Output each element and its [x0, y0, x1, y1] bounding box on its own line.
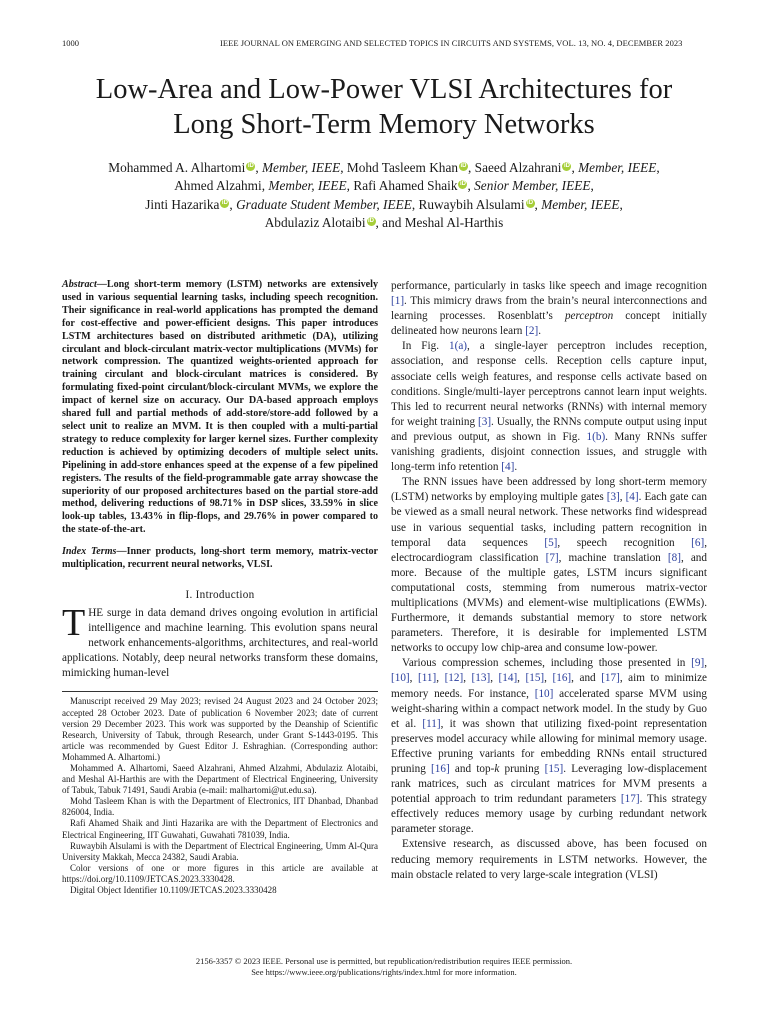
reference-link[interactable]: [15] — [525, 672, 545, 685]
text-run: . Usually, the RNNs compute output using input and previous output, as shown in Fig. — [391, 415, 708, 443]
author-name[interactable]: Meshal Al-Harthis — [404, 214, 504, 230]
emphasis-text: k — [494, 763, 500, 775]
drop-cap: T — [62, 601, 86, 644]
right-column — [391, 279, 707, 883]
reference-link[interactable]: [10] — [534, 687, 554, 700]
text-run: Extensive research, as discussed above, has been focused on reducing memory requirements in LSTM networks. However, the main obstacle related to very large-scale integration (VLSI) — [391, 838, 707, 881]
orcid-icon[interactable]: iD — [247, 163, 254, 169]
author: Mohammed A. Alhartomi iD , Member, IEEE, — [108, 160, 347, 175]
footnote: Color versions of one or more figures in this article are available at https://doi.org/10.1109/JETCAS.2023.3330428. — [62, 862, 378, 884]
footnote: Mohd Tasleem Khan is with the Department of Electronics, IIT Dhanbad, Dhanbad 826004, India. — [62, 796, 378, 818]
text-run: , — [544, 672, 553, 685]
journal-header: IEEE JOURNAL ON EMERGING AND SELECTED TOPICS IN CIRCUITS AND SYSTEMS, VOL. 13, NO. 4, DECEMBER 2023 — [220, 38, 683, 48]
text-run: , electrocardiogram classification — [391, 536, 708, 564]
footnote: Mohammed A. Alhartomi, Saeed Alzahrani, Ahmed Alzahmi, Abdulaziz Alotaibi, and Meshal Al-Harthis are with the Department of Electrical Engineering, University of Tabuk, Tabuk 71491, Saudi Arabia (e-mail: malhartomi@ut.edu.sa). — [62, 762, 378, 796]
title-line-2: Long Short-Term Memory Networks — [173, 109, 595, 140]
text-run: performance, particularly in tasks like speech and image recognition — [391, 280, 707, 292]
orcid-icon[interactable]: iD — [459, 181, 466, 188]
text-run: , aim to minimize memory needs. For instance, — [391, 672, 707, 700]
reference-link[interactable]: [12] — [444, 672, 464, 685]
reference-link[interactable]: [13] — [471, 672, 491, 685]
author-name[interactable]: Abdulaziz Alotaibi — [264, 214, 366, 230]
body-paragraph — [391, 339, 707, 475]
reference-link[interactable]: [17] — [620, 793, 640, 806]
orcid-icon[interactable]: iD — [221, 199, 228, 206]
orcid-icon[interactable]: iD — [527, 199, 534, 206]
author-role: Member, IEEE — [268, 178, 347, 194]
reference-link[interactable]: [4] — [625, 491, 639, 504]
author-name[interactable]: Mohd Tasleem Khan — [346, 160, 459, 175]
author-separator: , — [468, 160, 475, 175]
author-name[interactable]: Rafi Ahamed Shaik — [353, 178, 458, 194]
orcid-icon[interactable]: iD — [563, 163, 570, 169]
copyright-line-2: See https://www.ieee.org/publications/rights/index.html for more information. — [251, 967, 517, 977]
orcid-icon[interactable]: iD — [368, 217, 375, 224]
reference-link[interactable]: [17] — [601, 672, 620, 685]
reference-link[interactable]: [3] — [478, 415, 492, 428]
text-run: accelerated sparse MVM using weight-sharing within a compact network model. In the study by Guo et al. — [391, 687, 707, 730]
reference-link[interactable]: [3] — [606, 491, 620, 504]
text-run: . This mimicry draws from the brain’s neural interconnections and learning processes. Rosenblatt’s — [391, 295, 707, 323]
text-run: , — [619, 491, 626, 504]
text-run: The RNN issues have been addressed by long short-term memory (LSTM) networks by employing multiple gates — [391, 476, 707, 504]
reference-link[interactable]: [16] — [552, 672, 572, 685]
reference-link[interactable]: [4] — [501, 461, 515, 474]
author-separator: , — [656, 160, 660, 175]
text-run: . — [538, 325, 542, 338]
text-run: . — [514, 461, 518, 474]
author: Ahmed Alzahmi, Member, IEEE, — [174, 178, 354, 194]
author: Ruwaybih Alsulami iD , Member, IEEE, — [418, 196, 623, 212]
abstract — [62, 279, 378, 537]
body-paragraph — [391, 837, 707, 882]
author-name[interactable]: Ruwaybih Alsulami — [418, 196, 525, 212]
author-role: Senior Member, IEEE — [474, 178, 591, 194]
body-paragraph — [391, 279, 707, 339]
author-separator: , — [619, 196, 623, 212]
footnote: Rafi Ahamed Shaik and Jinti Hazarika are with the Department of Electronics and Electrical Engineering, IIT Guwahati, Guwahati 781039, India. — [62, 818, 378, 840]
author-role: Member, IEEE — [261, 160, 341, 175]
text-run: . Many RNNs suffer vanishing gradients, disjoint connection issues, and struggle with long-term info retention — [391, 430, 707, 474]
emphasis-text: perceptron — [564, 310, 614, 323]
author-name[interactable]: Saeed Alzahrani — [474, 160, 562, 175]
author: Jinti Hazarika iD , Graduate Student Member, IEEE, — [145, 196, 419, 212]
reference-link[interactable]: [16] — [431, 763, 450, 775]
footnote: Ruwaybih Alsulami is with the Department of Electrical Engineering, Umm Al-Qura University Makkah, Mecca 24382, Saudi Arabia. — [62, 840, 378, 862]
copyright-footer — [62, 956, 706, 978]
reference-link[interactable]: [11] — [422, 717, 441, 730]
text-run: concept initially delineated how neurons learn — [391, 310, 707, 338]
reference-link[interactable]: [6] — [691, 536, 705, 549]
footnotes — [62, 696, 378, 896]
reference-link[interactable]: [1] — [391, 295, 405, 308]
text-run: Various compression schemes, including those presented in — [402, 657, 692, 670]
text-run: . Leveraging low-displacement rank matrices, such as circulant matrices for MVM presents a potential approach to trim redundant parameters — [391, 763, 707, 806]
paper-title — [40, 72, 728, 142]
author-separator: , — [590, 178, 594, 194]
index-terms-label: Index Terms — [62, 546, 117, 558]
section-heading: I. Introduction — [185, 588, 255, 601]
text-run: , — [436, 672, 445, 685]
author-separator: , and — [375, 214, 405, 230]
intro-paragraph — [62, 601, 378, 681]
index-terms-text: —Inner products, long-short term memory, matrix-vector multiplication, recurrent neural networks, VLSI. — [62, 546, 378, 571]
text-run: , — [490, 672, 499, 685]
reference-link[interactable]: [9] — [691, 657, 705, 670]
reference-link[interactable]: 1(a) — [449, 340, 468, 353]
index-terms — [62, 546, 378, 572]
reference-link[interactable]: [11] — [417, 672, 437, 685]
author-list — [50, 159, 718, 232]
text-run: . Each gate can be viewed as a small neural network. These networks find widespread use in various sequential tasks, including pattern recognition in temporal data sequences — [391, 491, 707, 549]
reference-link[interactable]: [15] — [544, 763, 564, 775]
orcid-icon[interactable]: iD — [460, 163, 467, 169]
abstract-text: —Long short-term memory (LSTM) networks are extensively used in various sequential learning tasks, including speech recognition. Their significance in real-world applications has prompted the demand for cost-effective and power-efficient designs. This paper introduces LSTM architectures based on distributed arithmetic (DA), utilizing circulant and block-circulant matrix-vector multiplications (MVMs) for network compression. The quantized weights-oriented approach for training circulant and block-circulant matrices is considered. By formulating fixed-point circulant/block-circulant MVMs, we explore the impact of kernel size on accuracy. Our DA-based approach employs shared full and partial methods of add-store/store-add followed by a select unit to realize an MVM. It is then coupled with a multi-partial strategy to reduce complexity for larger kernel sizes. Further complexity reduction is achieved by optimizing decoders of multiple select units. Pipelining in add-store enhances speed at the expense of a few pipelined registers. The results of the field-programmable gate array showcase the superiority of our proposed architectures based on the partial store-add method, delivering reductions of 98.71% in DSP slices, 33.59% in slice look-up tables, 13.43% in flip-flops, and 29.76% in power compared to the state-of-the-art. — [62, 279, 378, 536]
author — [405, 215, 504, 230]
text-run: , — [517, 672, 526, 685]
reference-link[interactable]: [14] — [498, 672, 518, 685]
reference-link[interactable]: 1(b) — [586, 430, 606, 443]
author-name[interactable]: Mohammed A. Alhartomi — [108, 160, 246, 175]
text-run: pruning — [499, 763, 545, 775]
text-run: , speech recognition — [557, 536, 692, 549]
text-run: , and more. Because of the multiple gates, LSTM incurs significant computational costs, stemming from numerous matrix-vector multiplications (MVMs) and element-wise multiplications (EWMs). Furthermore, it demands substantial memory to store network parameters. Therefore, it is desirable for implemented LSTM networks to occupy low chip-area and consume low-power. — [391, 551, 707, 655]
author-role: Graduate Student Member, IEEE — [236, 196, 412, 212]
text-run: , — [704, 657, 707, 670]
body-paragraph — [391, 656, 707, 837]
text-run: , — [463, 672, 472, 685]
left-column — [62, 279, 378, 896]
reference-link[interactable]: [5] — [544, 536, 558, 549]
author-separator: , — [340, 160, 347, 175]
author-separator: , — [411, 196, 419, 212]
text-run: . This strategy effectively reduces memory usage by curbing redundant network parameter storage. — [391, 793, 707, 836]
footnote-divider — [62, 691, 378, 692]
text-run: , and — [571, 672, 602, 685]
author — [265, 215, 405, 230]
text-run: , it was shown that utilizing fixed-point representation preserves model accuracy while allowing for minimal memory usage. Effective pruning variants for embedding RNNs entail structured pruning — [391, 717, 707, 775]
title-line-1: Low-Area and Low-Power VLSI Architectures for — [95, 74, 673, 105]
reference-link[interactable]: [2] — [525, 325, 539, 338]
text-run: In Fig. — [402, 340, 449, 353]
text-run: , a single-layer perceptron includes reception, association, and response cells. Reception cells capture input, associate cells weigh features, and response cells activate based on conditions. Single/multi-layer perceptrons cannot learn input weights. This led to recurrent neural networks (RNNs) with internal memory for weight training — [391, 340, 707, 428]
reference-link[interactable]: [8] — [667, 551, 681, 564]
text-run: , machine translation — [558, 551, 668, 564]
author-role: Member, IEEE — [578, 160, 657, 175]
reference-link[interactable]: [7] — [545, 551, 559, 564]
author: Saeed Alzahrani iD , Member, IEEE, — [474, 160, 660, 175]
text-run: , — [409, 672, 418, 685]
author: Rafi Ahamed Shaik iD , Senior Member, IEEE, — [353, 178, 594, 194]
reference-link[interactable]: [10] — [391, 672, 410, 685]
footnote: Digital Object Identifier 10.1109/JETCAS.2023.3330428 — [70, 885, 277, 895]
author-name[interactable]: Ahmed Alzahmi — [174, 178, 262, 194]
author — [347, 160, 475, 175]
page-number: 1000 — [62, 38, 79, 48]
text-run: and top- — [449, 763, 495, 775]
abstract-label: Abstract — [62, 279, 97, 290]
author-role: Member, IEEE — [541, 196, 620, 212]
intro-text: HE surge in data demand drives ongoing evolution in artificial intelligence and machine learning. This evolution spans neural network enhancements-algorithms, architectures, and real-world applications. Notably, deep neural networks transform these domains, mimicking human-level — [62, 606, 378, 680]
body-paragraph — [391, 475, 707, 656]
author-name[interactable]: Jinti Hazarika — [145, 196, 220, 212]
footnote: Manuscript received 29 May 2023; revised 24 August 2023 and 24 October 2023; accepted 28 October 2023. Date of publication 6 November 2023; date of current version 29 December 2023. This work was supported by the Deanship of Scientific Research, University of Tabuk, through Research, under Grant S-1443-0195. This article was recommended by Guest Editor J. Eshraghian. (Corresponding author: Mohammed A. Alhartomi.) — [62, 696, 378, 762]
copyright-line-1: 2156-3357 © 2023 IEEE. Personal use is permitted, but republication/redistribution requires IEEE permission. — [195, 956, 573, 966]
author-separator: , — [346, 178, 354, 194]
